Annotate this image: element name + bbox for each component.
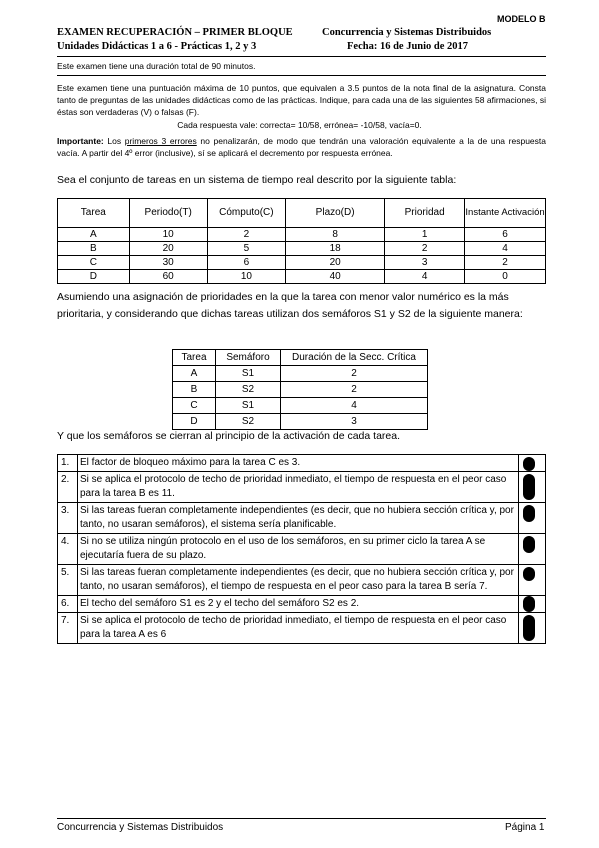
model-label: MODELO B xyxy=(497,14,546,24)
table-cell: 0 xyxy=(465,270,546,284)
table-cell: 8 xyxy=(286,228,385,242)
duration-rule xyxy=(57,75,546,76)
table-cell: A xyxy=(58,228,130,242)
table-cell: 30 xyxy=(129,256,207,270)
question-number: 6. xyxy=(58,596,78,613)
table-row xyxy=(58,270,546,284)
table-cell: 5 xyxy=(207,242,285,256)
answer-box[interactable] xyxy=(519,534,546,565)
table-cell: S2 xyxy=(216,414,281,430)
important-note xyxy=(57,135,546,159)
header-cell: Tarea xyxy=(173,350,216,366)
question-number: 4. xyxy=(58,534,78,565)
units-label: Unidades Didácticas 1 a 6 - Prácticas 1, 2 y 3 xyxy=(57,41,257,52)
question-text: Si no se utiliza ningún protocolo en el uso de los semáforos, en su primer ciclo la tarea A se ejecutaría fuera de su plazo. xyxy=(78,534,519,565)
table-cell: 18 xyxy=(286,242,385,256)
table-cell: B xyxy=(173,382,216,398)
question-row xyxy=(58,565,546,596)
answer-mark xyxy=(523,615,535,641)
exam-title: EXAMEN RECUPERACIÓN – PRIMER BLOQUE xyxy=(57,27,293,38)
instructions-paragraph: Este examen tiene una puntuación máxima de 10 puntos, que equivalen a 3.5 puntos de la nota final de la asignatura. Consta tanto de preguntas de las unidades didácticas como de las prácticas. Indique, para cada una de las siguientes 58 afirmaciones, si éstas son verdaderas (V) o falsas (F). xyxy=(57,83,546,117)
question-number: 7. xyxy=(58,613,78,644)
table-row xyxy=(58,242,546,256)
table-cell: 3 xyxy=(281,414,428,430)
answer-mark xyxy=(523,596,535,612)
table-cell: 60 xyxy=(129,270,207,284)
page-number: Página 1 xyxy=(505,822,545,833)
table-cell: 6 xyxy=(207,256,285,270)
question-text: Si las tareas fueran completamente independientes (es decir, que no hubiera sección crítica y, por tanto, no usaran semáforos), el tiempo de respuesta en el peor caso para la tarea B sería 7. xyxy=(78,565,519,596)
table-row xyxy=(58,256,546,270)
question-row xyxy=(58,613,546,644)
important-pre: Los xyxy=(103,136,125,146)
questions-table xyxy=(57,454,546,644)
footer-subject: Concurrencia y Sistemas Distribuidos xyxy=(57,822,224,833)
table-cell: 2 xyxy=(207,228,285,242)
closing-text: Y que los semáforos se cierran al principio de la activación de cada tarea. xyxy=(57,430,400,442)
duration-note: Este examen tiene una duración total de 90 minutos. xyxy=(57,61,256,71)
table-row xyxy=(173,398,428,414)
answer-box[interactable] xyxy=(519,455,546,472)
question-number: 3. xyxy=(58,503,78,534)
table-cell: 4 xyxy=(281,398,428,414)
table-cell: 20 xyxy=(286,256,385,270)
header-rule xyxy=(57,56,546,57)
table-cell: S1 xyxy=(216,366,281,382)
answer-mark xyxy=(523,505,535,522)
question-text: Si se aplica el protocolo de techo de prioridad inmediato, el tiempo de respuesta en el peor caso para la tarea B es 11. xyxy=(78,472,519,503)
table-cell: A xyxy=(173,366,216,382)
important-post: no penalizarán, de modo que tendrán una valoración equivalente a la de una respuesta vacía. A partir del 4º error (inclusive), sí se aplicará el decremento por respuesta errónea. xyxy=(57,136,546,158)
table-row xyxy=(58,228,546,242)
footer-rule xyxy=(57,818,546,819)
task-table xyxy=(57,198,546,284)
table-cell: 2 xyxy=(281,382,428,398)
answer-box[interactable] xyxy=(519,596,546,613)
table-cell: 2 xyxy=(465,256,546,270)
table-cell: B xyxy=(58,242,130,256)
table-cell: 20 xyxy=(129,242,207,256)
question-text: El techo del semáforo S1 es 2 y el techo del semáforo S2 es 2. xyxy=(78,596,519,613)
table-cell: 4 xyxy=(385,270,465,284)
header-cell: Plazo(D) xyxy=(286,199,385,228)
semaphore-table xyxy=(172,349,428,430)
table-cell: 10 xyxy=(129,228,207,242)
semaphore-table-header xyxy=(173,350,428,366)
scoring-line: Cada respuesta vale: correcta= 10/58, errónea= -10/58, vacía=0. xyxy=(177,120,422,130)
question-row xyxy=(58,596,546,613)
answer-mark xyxy=(523,536,535,553)
important-underlined: primeros 3 errores xyxy=(124,136,197,146)
question-number: 1. xyxy=(58,455,78,472)
table-cell: 2 xyxy=(385,242,465,256)
exam-date: Fecha: 16 de Junio de 2017 xyxy=(347,41,469,52)
question-number: 5. xyxy=(58,565,78,596)
header-cell: Cómputo(C) xyxy=(207,199,285,228)
task-table-header xyxy=(58,199,546,228)
table-cell: D xyxy=(173,414,216,430)
table-cell: C xyxy=(173,398,216,414)
answer-box[interactable] xyxy=(519,503,546,534)
question-row xyxy=(58,503,546,534)
header-cell: Duración de la Secc. Crítica xyxy=(281,350,428,366)
question-row xyxy=(58,534,546,565)
table-cell: 6 xyxy=(465,228,546,242)
answer-box[interactable] xyxy=(519,613,546,644)
table-cell: 10 xyxy=(207,270,285,284)
table-cell: S1 xyxy=(216,398,281,414)
table-cell: 40 xyxy=(286,270,385,284)
table-cell: S2 xyxy=(216,382,281,398)
assumption-text: Asumiendo una asignación de prioridades en la que la tarea con menor valor numérico es la más prioritaria, y considerando que dichas tareas utilizan dos semáforos S1 y S2 de la siguiente manera: xyxy=(57,291,523,320)
question-row xyxy=(58,472,546,503)
answer-box[interactable] xyxy=(519,565,546,596)
table-cell: 4 xyxy=(465,242,546,256)
header-cell: Instante Activación xyxy=(465,199,546,228)
header-cell: Periodo(T) xyxy=(129,199,207,228)
question-number: 2. xyxy=(58,472,78,503)
header-cell: Tarea xyxy=(58,199,130,228)
table-cell: 2 xyxy=(281,366,428,382)
question-row xyxy=(58,455,546,472)
important-label: Importante: xyxy=(57,136,104,146)
table-cell: D xyxy=(58,270,130,284)
question-text: El factor de bloqueo máximo para la tarea C es 3. xyxy=(78,455,519,472)
table-cell: 1 xyxy=(385,228,465,242)
answer-mark xyxy=(523,474,535,500)
answer-box[interactable] xyxy=(519,472,546,503)
table-cell: C xyxy=(58,256,130,270)
header-cell: Prioridad xyxy=(385,199,465,228)
question-text: Si se aplica el protocolo de techo de prioridad inmediato, el tiempo de respuesta en el peor caso para la tarea A es 6 xyxy=(78,613,519,644)
table-row xyxy=(173,382,428,398)
question-text: Si las tareas fueran completamente independientes (es decir, que no hubiera sección crítica y, por tanto, no usaran semáforos), el sistema sería planificable. xyxy=(78,503,519,534)
answer-mark xyxy=(523,457,535,471)
table-cell: 3 xyxy=(385,256,465,270)
header-cell: Semáforo xyxy=(216,350,281,366)
subject-name: Concurrencia y Sistemas Distribuidos xyxy=(322,27,492,38)
table-row xyxy=(173,366,428,382)
intro-text: Sea el conjunto de tareas en un sistema de tiempo real descrito por la siguiente tabla: xyxy=(57,174,457,186)
answer-mark xyxy=(523,567,535,581)
